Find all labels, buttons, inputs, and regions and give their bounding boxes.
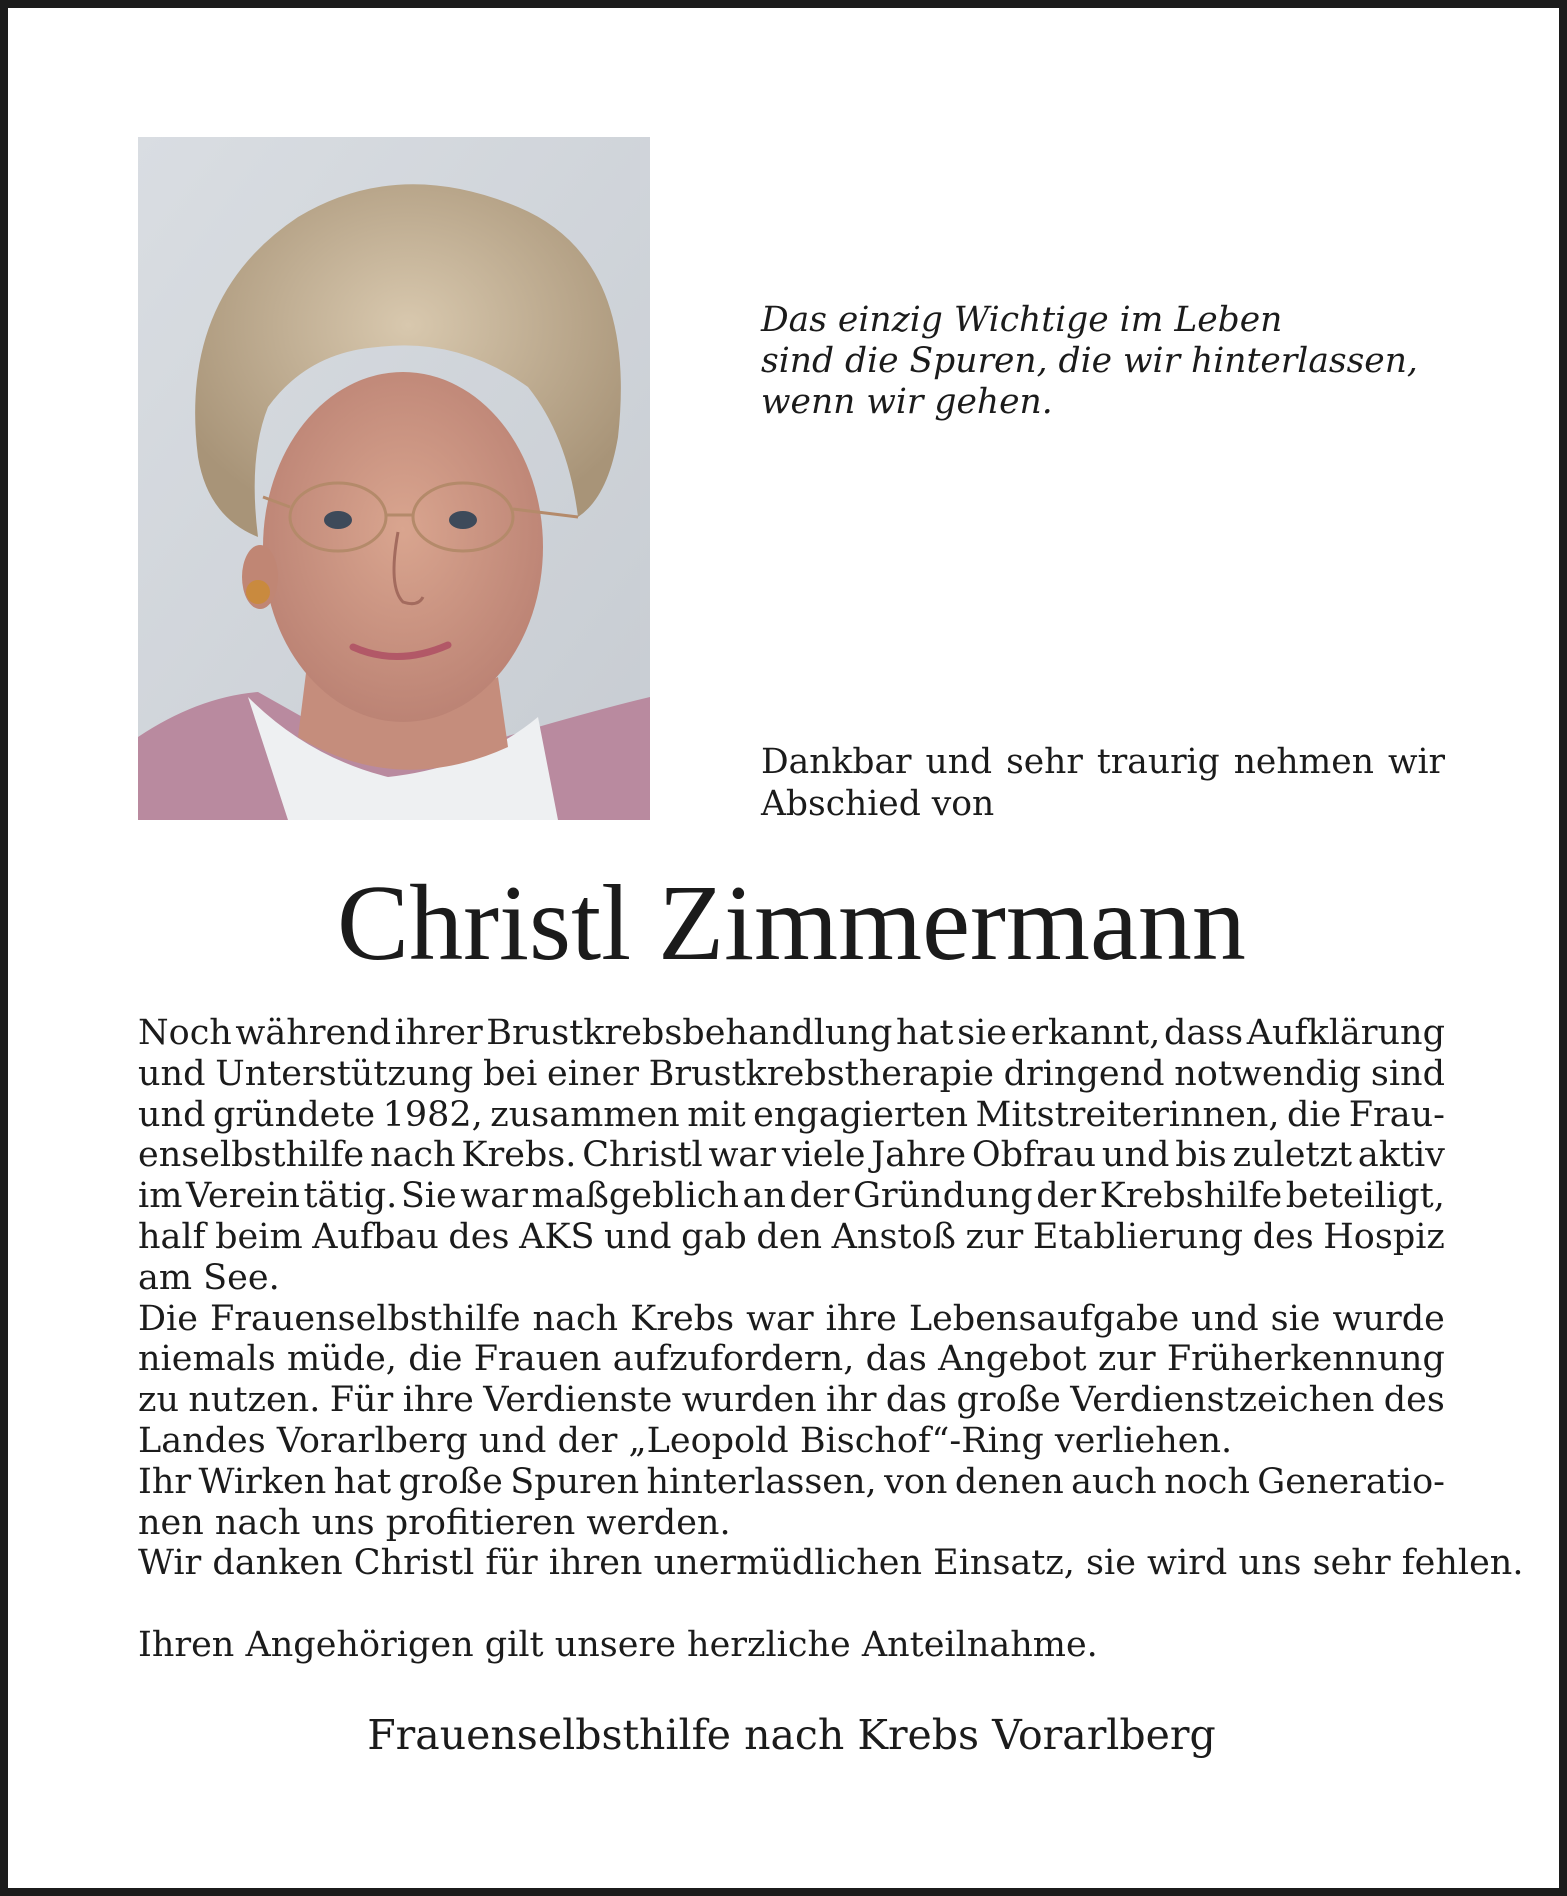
word: und bbox=[138, 1094, 206, 1135]
word: Jahre bbox=[871, 1135, 967, 1176]
word: auch bbox=[1071, 1461, 1157, 1502]
portrait-illustration bbox=[138, 137, 650, 820]
word: zuletzt bbox=[1232, 1135, 1353, 1176]
word: Angebot bbox=[938, 1339, 1087, 1380]
word: große bbox=[398, 1461, 503, 1502]
word: mit bbox=[687, 1094, 746, 1135]
word: gab bbox=[681, 1216, 747, 1257]
word: während bbox=[235, 1013, 392, 1053]
word: sind bbox=[1370, 1053, 1445, 1094]
word: war bbox=[708, 1135, 777, 1176]
word: aktiv bbox=[1357, 1135, 1445, 1176]
deceased-name: Christl Zimmermann bbox=[337, 864, 1246, 983]
memorial-quote bbox=[761, 300, 1461, 423]
portrait-photo bbox=[138, 137, 650, 820]
farewell-intro bbox=[761, 741, 1445, 825]
paragraph-3 bbox=[138, 1462, 1445, 1503]
word: und bbox=[925, 742, 993, 782]
signature-organization: Frauenselbsthilfe nach Krebs Vorarlberg bbox=[367, 1711, 1216, 1759]
word: 1982, bbox=[382, 1094, 483, 1135]
word: Brustkrebstherapie bbox=[648, 1053, 994, 1094]
word: wir bbox=[1387, 742, 1445, 782]
word: Lebensaufgabe bbox=[908, 1298, 1180, 1339]
word: viele bbox=[781, 1135, 866, 1176]
word: Sie bbox=[400, 1176, 457, 1217]
word: Wirken bbox=[198, 1461, 327, 1502]
word: Obfrau bbox=[971, 1135, 1097, 1176]
word: und bbox=[1101, 1135, 1170, 1176]
word: bis bbox=[1175, 1135, 1227, 1176]
word: hat bbox=[896, 1013, 954, 1053]
word: Mitstreiterinnen, bbox=[975, 1094, 1280, 1135]
word: die bbox=[1286, 1094, 1342, 1135]
word: der bbox=[789, 1176, 850, 1217]
word: notwendig bbox=[1174, 1053, 1362, 1094]
word: sehr bbox=[1006, 742, 1083, 782]
paragraph-gap bbox=[138, 1584, 1445, 1625]
word: Früherkennung bbox=[1166, 1339, 1445, 1380]
text-line bbox=[138, 1054, 1445, 1095]
word: und bbox=[138, 1053, 206, 1094]
word: traurig bbox=[1096, 742, 1220, 782]
word: erkannt, bbox=[1010, 1013, 1161, 1053]
word: große bbox=[956, 1380, 1061, 1421]
quote-line: sind die Spuren, die wir hinterlassen, bbox=[761, 341, 1418, 381]
text-line bbox=[138, 1380, 1445, 1421]
word: das bbox=[885, 1380, 948, 1421]
word: Generatio- bbox=[1257, 1461, 1445, 1502]
word: dringend bbox=[1003, 1053, 1165, 1094]
text-line bbox=[138, 1299, 1445, 1340]
word: zur bbox=[1097, 1339, 1156, 1380]
word: gründete bbox=[212, 1094, 376, 1135]
word: war bbox=[746, 1298, 814, 1339]
word: tätig. bbox=[303, 1176, 398, 1217]
word: Frauen bbox=[473, 1339, 602, 1380]
quote-line: Das einzig Wichtige im Leben bbox=[761, 300, 1283, 340]
word: nach bbox=[532, 1298, 619, 1339]
word: engagierten bbox=[753, 1094, 969, 1135]
word: nutzen. bbox=[188, 1380, 321, 1421]
word: Noch bbox=[138, 1013, 232, 1053]
word: Aufklärung bbox=[1246, 1013, 1445, 1053]
text-line bbox=[138, 1013, 1445, 1054]
word: des bbox=[448, 1216, 510, 1257]
word: ihre bbox=[402, 1380, 474, 1421]
word: der bbox=[1036, 1176, 1097, 1217]
word: war bbox=[460, 1176, 528, 1217]
text-line bbox=[138, 1176, 1445, 1217]
word: half bbox=[138, 1216, 206, 1257]
word: im bbox=[138, 1176, 183, 1217]
word: und bbox=[604, 1216, 672, 1257]
word: Verein bbox=[185, 1176, 300, 1217]
word: die bbox=[408, 1339, 463, 1380]
word: von bbox=[884, 1461, 948, 1502]
word: maßgeblich bbox=[531, 1176, 739, 1217]
paragraph-2 bbox=[138, 1299, 1445, 1421]
word: Unterstützung bbox=[215, 1053, 474, 1094]
word: zu bbox=[138, 1380, 179, 1421]
word: Ihr bbox=[138, 1461, 192, 1502]
word: Spuren bbox=[510, 1461, 640, 1502]
word: zusammen bbox=[490, 1094, 680, 1135]
word: Hospiz bbox=[1323, 1216, 1445, 1257]
text-line bbox=[138, 1339, 1445, 1380]
text-line: Landes Vorarlberg und der „Leopold Bischof“-Ring verliehen. bbox=[138, 1420, 1233, 1461]
word: zur bbox=[965, 1216, 1024, 1257]
text-line bbox=[138, 1217, 1445, 1258]
word: noch bbox=[1164, 1461, 1250, 1502]
intro-line bbox=[761, 741, 1445, 783]
word: ihrer bbox=[394, 1013, 483, 1053]
condolence-line: Ihren Angehörigen gilt unsere herzliche Anteilnahme. bbox=[138, 1624, 1098, 1665]
word: beteiligt, bbox=[1285, 1176, 1445, 1217]
word: Gründung bbox=[852, 1176, 1033, 1217]
word: das bbox=[865, 1339, 927, 1380]
word: Die bbox=[138, 1298, 198, 1339]
word: wurde bbox=[1332, 1298, 1445, 1339]
word: AKS bbox=[519, 1216, 595, 1257]
word: bei bbox=[483, 1053, 538, 1094]
word: ihre bbox=[825, 1298, 897, 1339]
word: Christl bbox=[582, 1135, 703, 1176]
text-line bbox=[138, 1462, 1445, 1503]
word: einer bbox=[547, 1053, 639, 1094]
word: müde, bbox=[286, 1339, 397, 1380]
word: hinterlassen, bbox=[646, 1461, 877, 1502]
word: Krebs. bbox=[461, 1135, 577, 1176]
word: und bbox=[1191, 1298, 1259, 1339]
word: Krebshilfe bbox=[1099, 1176, 1283, 1217]
word: denen bbox=[954, 1461, 1064, 1502]
text-line: am See. bbox=[138, 1257, 280, 1298]
word: sie bbox=[957, 1013, 1007, 1053]
word: niemals bbox=[138, 1339, 276, 1380]
text-line: nen nach uns profitieren werden. bbox=[138, 1502, 731, 1543]
word: Für bbox=[329, 1380, 394, 1421]
paragraph-1 bbox=[138, 1013, 1445, 1258]
word: des bbox=[1252, 1216, 1314, 1257]
word: aufzufordern, bbox=[612, 1339, 855, 1380]
text-line bbox=[138, 1135, 1445, 1176]
word: an bbox=[742, 1176, 786, 1217]
word: Aufbau bbox=[312, 1216, 439, 1257]
word: Krebs bbox=[630, 1298, 735, 1339]
text-line bbox=[138, 1095, 1445, 1136]
word: nehmen bbox=[1233, 742, 1374, 782]
word: den bbox=[756, 1216, 823, 1257]
intro-line: Abschied von bbox=[761, 784, 995, 824]
word: wurden bbox=[681, 1380, 817, 1421]
word: Verdienstzeichen bbox=[1070, 1380, 1375, 1421]
word: Frauenselbsthilfe bbox=[209, 1298, 521, 1339]
word: Anstoß bbox=[831, 1216, 956, 1257]
text-line: Wir danken Christl für ihren unermüdlichen Einsatz, sie wird uns sehr fehlen. bbox=[138, 1543, 1524, 1584]
word: dass bbox=[1163, 1013, 1244, 1053]
word: hat bbox=[333, 1461, 392, 1502]
word: ihr bbox=[826, 1380, 877, 1421]
word: sie bbox=[1270, 1298, 1321, 1339]
word: Verdienste bbox=[483, 1380, 673, 1421]
word: Frau- bbox=[1348, 1094, 1445, 1135]
quote-line: wenn wir gehen. bbox=[761, 382, 1053, 422]
word: Etablierung bbox=[1032, 1216, 1244, 1257]
word: des bbox=[1383, 1380, 1445, 1421]
word: nach bbox=[369, 1135, 456, 1176]
obituary-text bbox=[138, 1013, 1524, 1666]
word: Brustkrebsbehandlung bbox=[486, 1013, 893, 1053]
word: enselbsthilfe bbox=[138, 1135, 365, 1176]
word: Dankbar bbox=[761, 742, 912, 782]
word: beim bbox=[215, 1216, 303, 1257]
